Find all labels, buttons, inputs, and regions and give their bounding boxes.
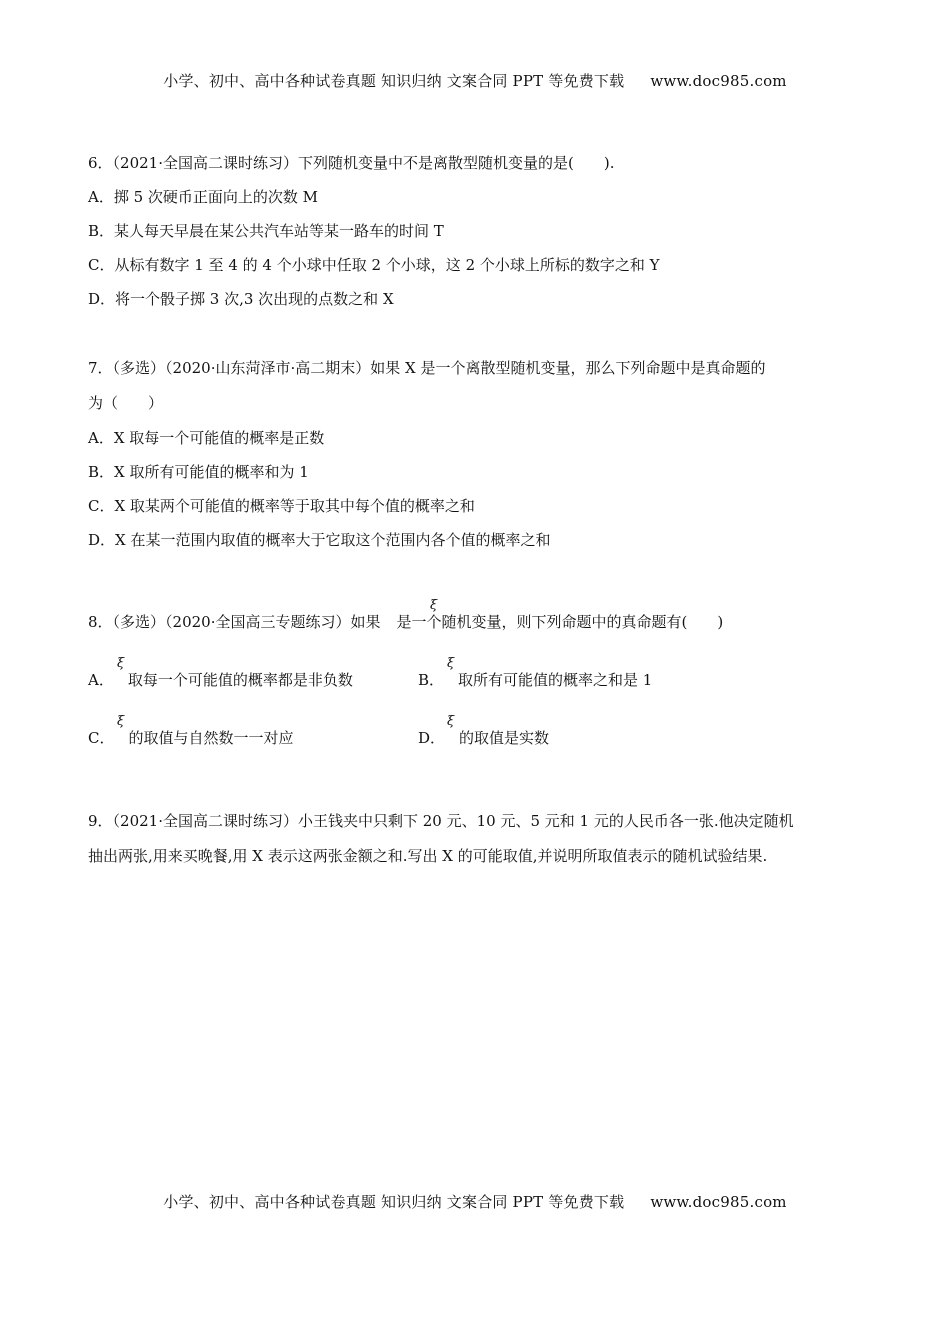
xi-symbol: ξ bbox=[447, 714, 455, 729]
q6-option-c: C．从标有数字 1 至 4 的 4 个小球中任取 2 个小球，这 2 个小球上所标的数字之和 Y bbox=[88, 256, 660, 274]
q7-option-d: D．X 在某一范围内取值的概率大于它取这个范围内各个值的概率之和 bbox=[88, 531, 551, 549]
q7-option-b: B．X 取所有可能值的概率和为 1 bbox=[88, 463, 309, 481]
q9-line2: 抽出两张,用来买晚餐,用 X 表示这两张金额之和.写出 X 的可能取值,并说明所取值表示的随机试验结果. bbox=[88, 847, 768, 865]
q6-stem: 6．（2021·全国高二课时练习）下列随机变量中不是离散型随机变量的是( ). bbox=[88, 154, 615, 172]
q8-option-d: D． 的取值是实数 bbox=[418, 729, 550, 747]
footer-url[interactable]: www.doc985.com bbox=[650, 1193, 787, 1211]
page-header bbox=[0, 70, 950, 91]
q8-option-c: C． 的取值与自然数一一对应 bbox=[88, 729, 294, 747]
q9-line1: 9．（2021·全国高二课时练习）小王钱夹中只剩下 20 元、10 元、5 元和 1 元的人民币各一张.他决定随机 bbox=[88, 812, 794, 830]
q8-option-b: B． 取所有可能值的概率之和是 1 bbox=[418, 671, 653, 689]
q7-stem-line1: 7．（多选）（2020·山东菏泽市·高二期末）如果 X 是一个离散型随机变量，那么下列命题中是真命题的 bbox=[88, 359, 766, 377]
xi-symbol: ξ bbox=[447, 656, 455, 671]
xi-symbol: ξ bbox=[117, 714, 125, 729]
q8-stem-pre: 8．（多选）（2020·全国高三专题练习）如果 bbox=[88, 613, 381, 631]
header-text: 小学、初中、高中各种试卷真题 知识归纳 文案合同 PPT 等免费下载 bbox=[163, 72, 625, 90]
q7-option-c: C．X 取某两个可能值的概率等于取其中每个值的概率之和 bbox=[88, 497, 475, 515]
q7-option-a: A．X 取每一个可能值的概率是正数 bbox=[88, 429, 325, 447]
footer-text: 小学、初中、高中各种试卷真题 知识归纳 文案合同 PPT 等免费下载 bbox=[163, 1193, 625, 1211]
q8-option-a: A． 取每一个可能值的概率都是非负数 bbox=[88, 671, 353, 689]
q6-option-a: A．掷 5 次硬币正面向上的次数 M bbox=[88, 188, 319, 206]
page-footer bbox=[0, 1191, 950, 1212]
q6-option-b: B．某人每天早晨在某公共汽车站等某一路车的时间 T bbox=[88, 222, 444, 240]
xi-symbol: ξ bbox=[430, 598, 438, 613]
q8-stem bbox=[88, 612, 723, 632]
header-url[interactable]: www.doc985.com bbox=[650, 72, 787, 90]
q7-stem-line2: 为（ ） bbox=[88, 394, 164, 412]
q6-option-d: D．将一个骰子掷 3 次,3 次出现的点数之和 X bbox=[88, 290, 394, 308]
xi-symbol: ξ bbox=[117, 656, 125, 671]
q8-stem-post: 是一个随机变量，则下列命题中的真命题有( ) bbox=[396, 613, 724, 631]
